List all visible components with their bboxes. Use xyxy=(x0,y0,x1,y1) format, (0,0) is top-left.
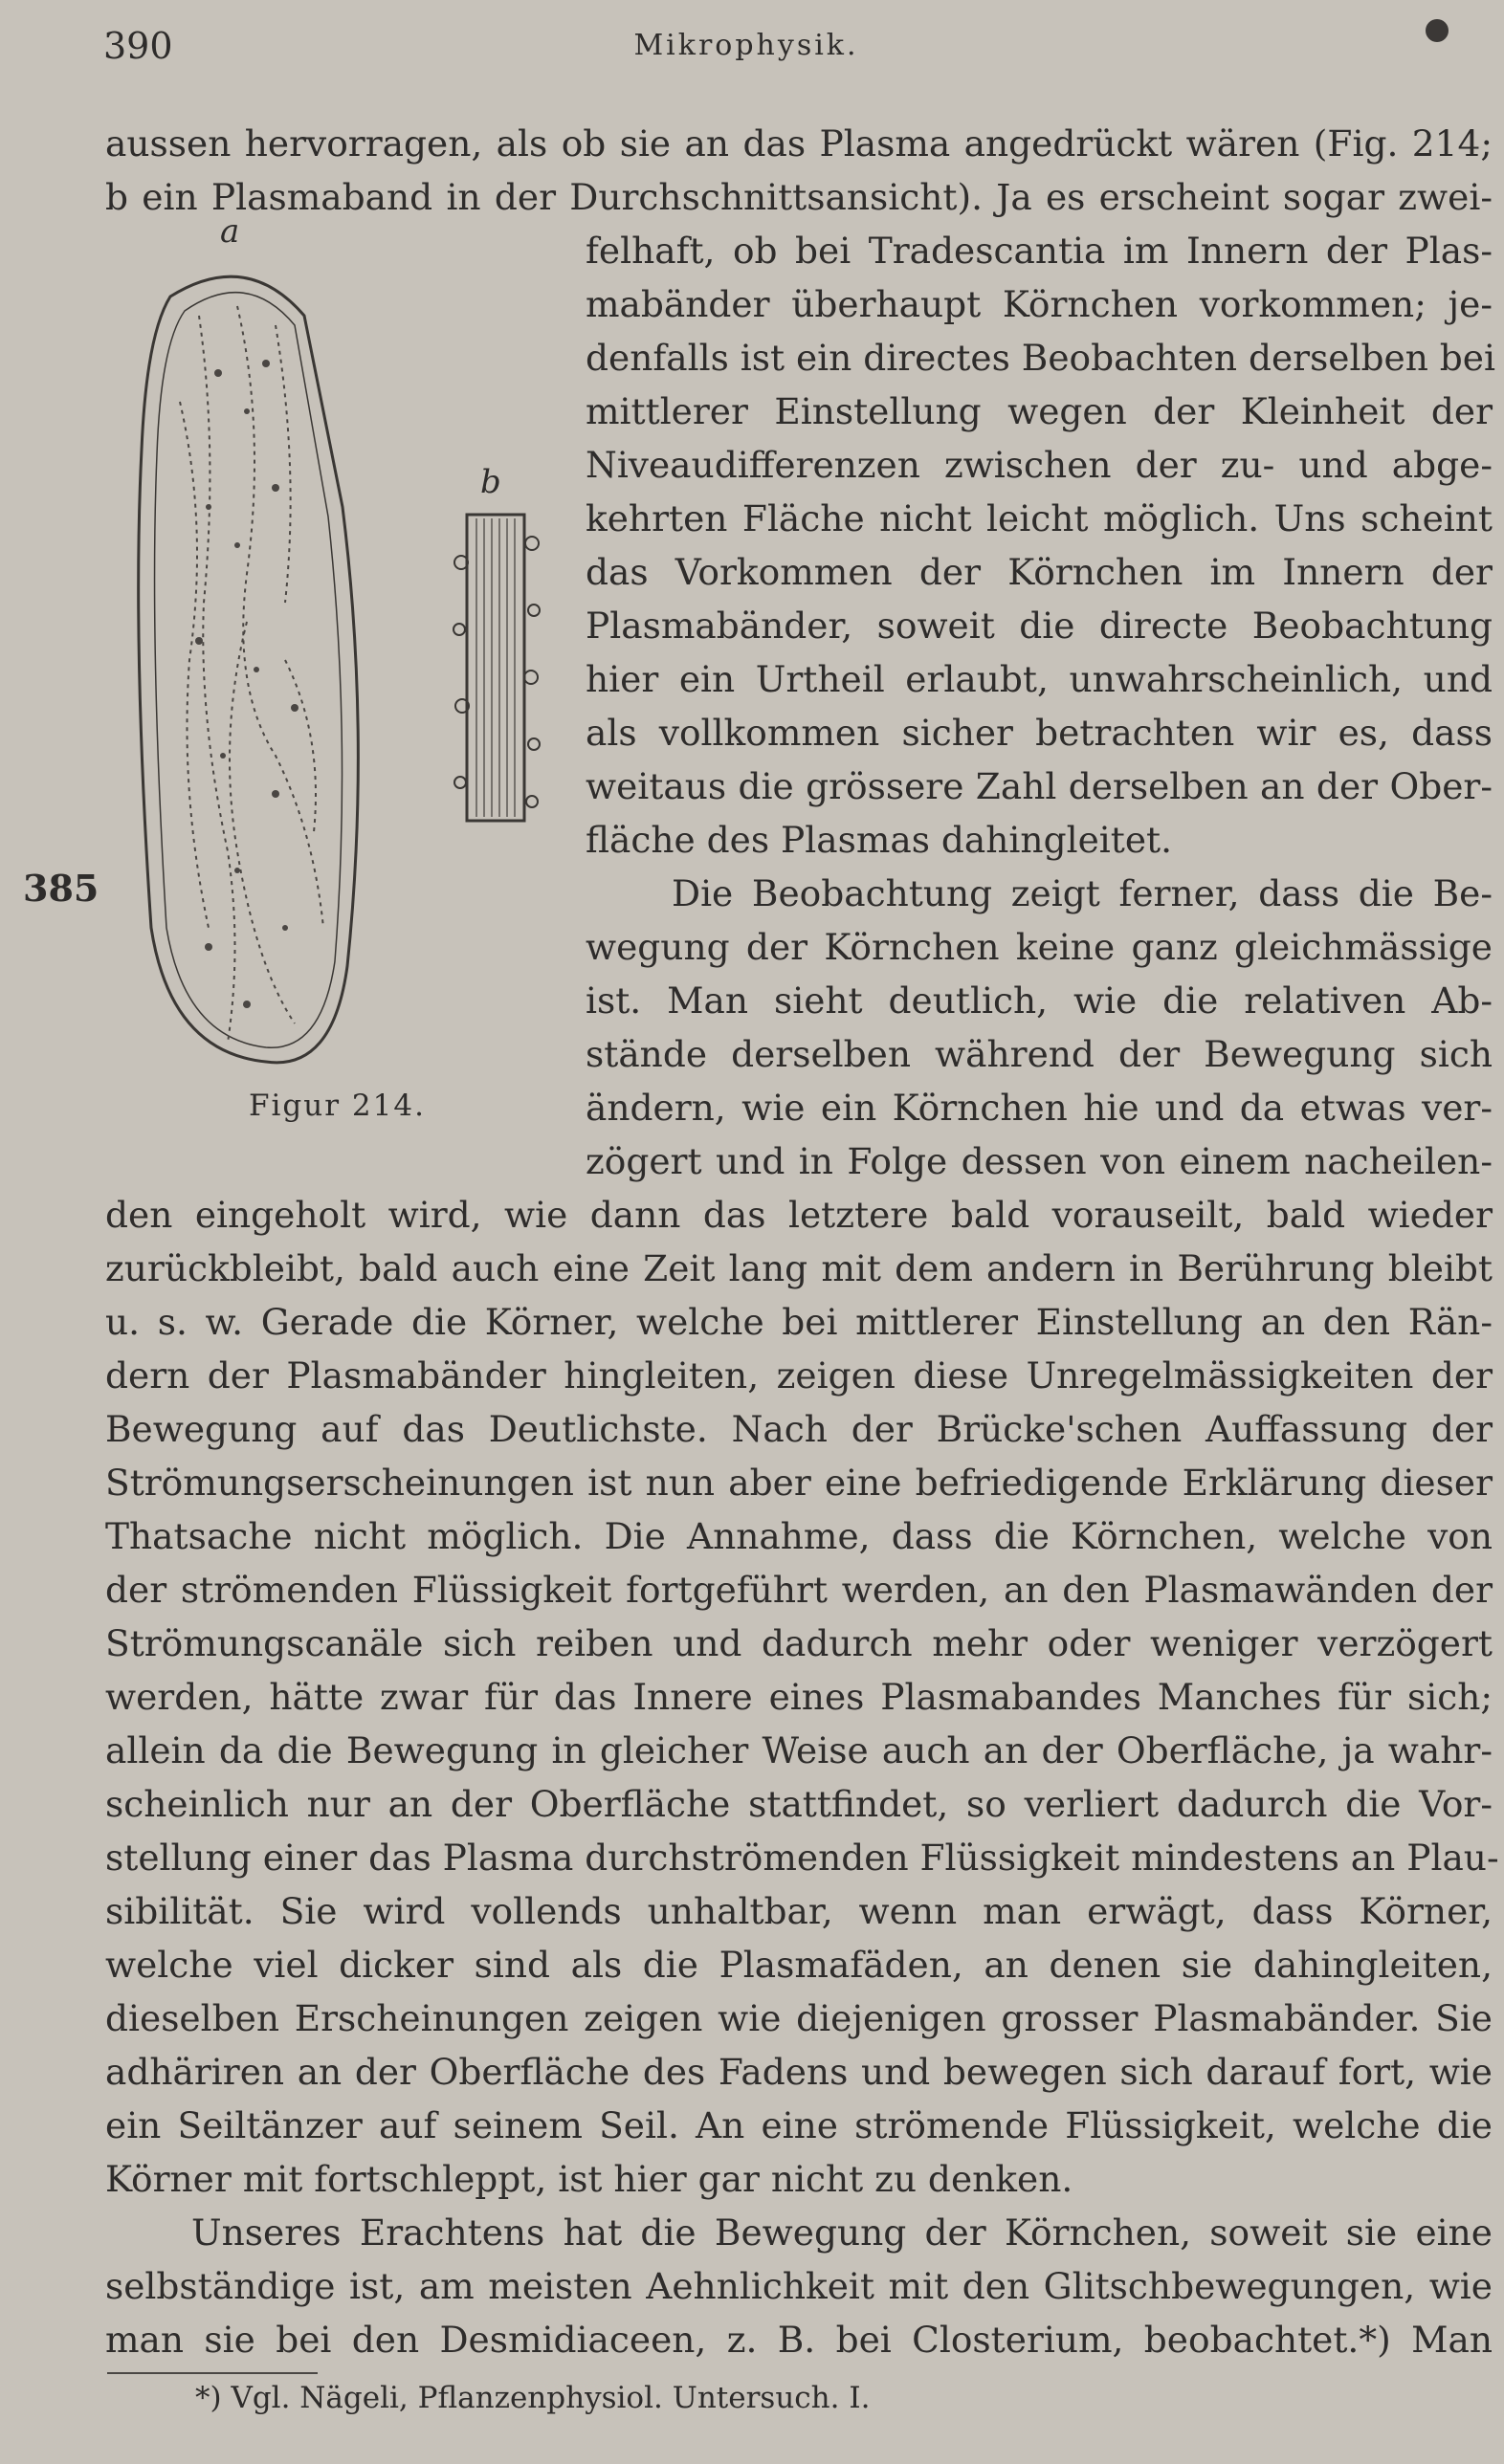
text-line: der strömenden Flüssigkeit fortgeführt werden, an den Plasmawänden der xyxy=(105,1569,1493,1611)
text-line: stellung einer das Plasma durchströmenden Flüssigkeit mindestens an Plau- xyxy=(105,1837,1499,1879)
text-line: Thatsache nicht möglich. Die Annahme, dass die Körnchen, welche von xyxy=(105,1515,1493,1557)
text-line: fläche des Plasmas dahingleitet. xyxy=(586,819,1173,861)
text-line: Körner mit fortschleppt, ist hier gar nicht zu denken. xyxy=(105,2158,1073,2200)
text-line: man sie bei den Desmidiaceen, z. B. bei Closterium, beobachtet.*) Man xyxy=(105,2319,1493,2361)
text-line: mittlerer Einstellung wegen der Kleinheit der xyxy=(586,390,1493,432)
text-line: zögert und in Folge dessen von einem nacheilen- xyxy=(586,1140,1493,1182)
figure-214-plasmaband-section xyxy=(448,505,553,830)
text-line: werden, hätte zwar für das Innere eines Plasmabandes Manches für sich; xyxy=(105,1676,1493,1718)
text-line: kehrten Fläche nicht leicht möglich. Uns scheint xyxy=(586,497,1493,539)
text-line: u. s. w. Gerade die Körner, welche bei mittlerer Einstellung an den Rän- xyxy=(105,1301,1493,1343)
figure-caption: Figur 214. xyxy=(249,1089,426,1123)
text-line: Unseres Erachtens hat die Bewegung der Körnchen, soweit sie eine xyxy=(191,2211,1493,2254)
text-line: mabänder überhaupt Körnchen vorkommen; je- xyxy=(586,283,1493,325)
running-title: Mikrophysik. xyxy=(633,29,859,62)
text-line: Strömungscanäle sich reiben und dadurch mehr oder weniger verzögert xyxy=(105,1622,1493,1664)
text-line: wegung der Körnchen keine ganz gleichmässige xyxy=(586,926,1493,968)
text-line: scheinlich nur an der Oberfläche stattfindet, so verliert dadurch die Vor- xyxy=(105,1783,1493,1825)
footnote-rule xyxy=(107,2372,318,2374)
text-line: hier ein Urtheil erlaubt, unwahrscheinlich, und xyxy=(586,658,1493,700)
text-line: ein Seiltänzer auf seinem Seil. An eine strömende Flüssigkeit, welche die xyxy=(105,2104,1493,2146)
page-number: 390 xyxy=(103,25,173,67)
text-line: allein da die Bewegung in gleicher Weise auch an der Oberfläche, ja wahr- xyxy=(105,1729,1493,1771)
text-line: weitaus die grössere Zahl derselben an der Ober- xyxy=(586,765,1493,807)
text-line: das Vorkommen der Körnchen im Innern der xyxy=(586,551,1493,593)
text-line: welche viel dicker sind als die Plasmafäden, an denen sie dahingleiten, xyxy=(105,1944,1493,1986)
text-line: Plasmabänder, soweit die directe Beobachtung xyxy=(586,605,1493,647)
text-line: als vollkommen sicher betrachten wir es, dass xyxy=(586,712,1493,754)
ink-spot xyxy=(1426,19,1449,42)
text-line: b ein Plasmaband in der Durchschnittsansicht). Ja es erscheint sogar zwei- xyxy=(105,176,1493,218)
text-line: dieselben Erscheinungen zeigen wie diejenigen grosser Plasmabänder. Sie xyxy=(105,1997,1493,2039)
text-line: adhäriren an der Oberfläche des Fadens und bewegen sich darauf fort, wie xyxy=(105,2051,1493,2093)
text-line: aussen hervorragen, als ob sie an das Plasma angedrückt wären (Fig. 214; xyxy=(105,122,1493,165)
figure-label-a: a xyxy=(220,212,240,251)
margin-number: 385 xyxy=(23,867,100,910)
text-line: denfalls ist ein directes Beobachten derselben bei xyxy=(586,337,1495,379)
text-line: felhaft, ob bei Tradescantia im Innern der Plas- xyxy=(586,230,1493,272)
text-line: ist. Man sieht deutlich, wie die relativen Ab- xyxy=(586,979,1493,1022)
text-line: ändern, wie ein Körnchen hie und da etwas ver- xyxy=(586,1087,1493,1129)
footnote: *) Vgl. Nägeli, Pflanzenphysiol. Untersuch. I. xyxy=(195,2381,871,2415)
text-line: Strömungserscheinungen ist nun aber eine befriedigende Erklärung dieser xyxy=(105,1462,1493,1504)
text-line: dern der Plasmabänder hingleiten, zeigen diese Unregelmässigkeiten der xyxy=(105,1354,1493,1397)
running-head xyxy=(103,25,1389,73)
text-line: selbständige ist, am meisten Aehnlichkeit mit den Glitschbewegungen, wie xyxy=(105,2265,1493,2307)
text-line: zurückbleibt, bald auch eine Zeit lang mit dem andern in Berührung bleibt xyxy=(105,1247,1493,1289)
text-line: Die Beobachtung zeigt ferner, dass die Be- xyxy=(672,872,1493,914)
text-line: stände derselben während der Bewegung sich xyxy=(586,1033,1493,1075)
figure-label-b: b xyxy=(480,463,501,501)
text-line: Bewegung auf das Deutlichste. Nach der Brücke'schen Auffassung der xyxy=(105,1408,1493,1450)
text-line: Niveaudifferenzen zwischen der zu- und abge- xyxy=(586,444,1493,486)
text-line: sibilität. Sie wird vollends unhaltbar, wenn man erwägt, dass Körner, xyxy=(105,1890,1493,1932)
text-line: den eingeholt wird, wie dann das letztere bald vorauseilt, bald wieder xyxy=(105,1194,1493,1236)
figure-214-cell-illustration xyxy=(132,258,362,1081)
